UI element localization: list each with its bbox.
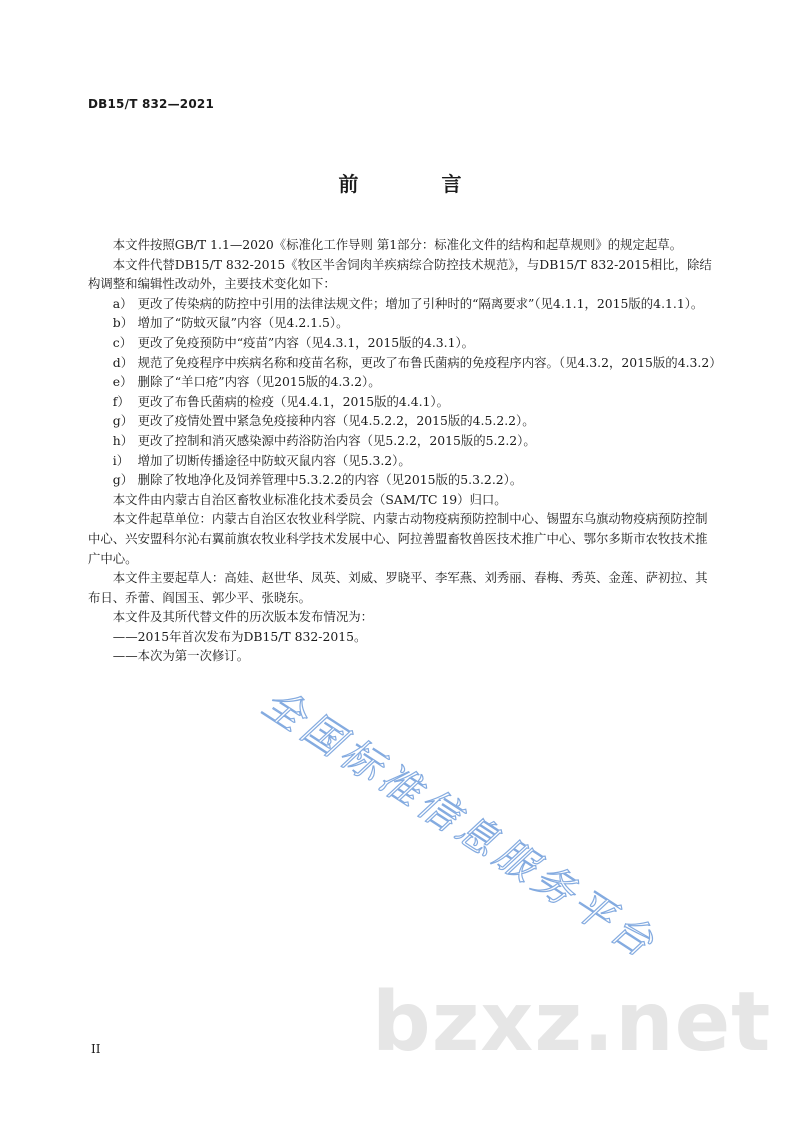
list-item-text: 增加了切断传播途径中防蚊灭鼠内容（见5.3.2）。	[137, 452, 411, 468]
watermark-stamp	[230, 650, 670, 970]
list-item-text: 增加了“防蚊灭鼠”内容（见4.2.1.5）。	[137, 315, 349, 331]
list-item-label: h）	[112, 432, 134, 448]
paragraph-drafting-units: 本文件起草单位：内蒙古自治区农牧业科学院、内蒙古动物疫病预防控制中心、锡盟东乌旗动物疫病预防控制中心、兴安盟科尔沁右翼前旗农牧业科学技术发展中心、阿拉善盟畜牧兽医技术推广中心、鄂尔多斯市农牧技术推广中心。	[88, 511, 708, 566]
list-item	[88, 431, 716, 451]
page-number: II	[91, 1042, 101, 1056]
list-item-label: a）	[112, 295, 133, 311]
list-item	[88, 411, 716, 431]
list-item-text: 更改了免疫预防中“疫苗”内容（见4.3.1，2015版的4.3.1）。	[137, 334, 475, 350]
history-item: ——本次为第一次修订。	[112, 648, 250, 664]
document-code: DB15/T 832—2021	[88, 97, 214, 111]
list-item-text: 更改了疫情处置中紧急免疫接种内容（见4.5.2.2，2015版的4.5.2.2）。	[137, 413, 535, 429]
list-item	[88, 451, 716, 471]
list-item-text: 更改了控制和消灭感染源中药浴防治内容（见5.2.2，2015版的5.2.2）。	[137, 432, 536, 448]
list-item-text: 更改了布鲁氏菌病的检疫（见4.4.1，2015版的4.4.1）。	[137, 393, 450, 409]
list-item-label: f）	[112, 393, 130, 409]
list-item	[88, 470, 716, 490]
paragraph-history-intro: 本文件及其所代替文件的历次版本发布情况为：	[112, 609, 373, 625]
list-item-label: g）	[112, 472, 134, 488]
list-item-label: e）	[112, 374, 133, 390]
list-item-label: i）	[112, 452, 130, 468]
list-item-text: 删除了牧地净化及饲养管理中5.3.2.2的内容（见2015版的5.3.2.2）。	[137, 472, 523, 488]
watermark-site-logo: bzxz.net	[372, 975, 772, 1070]
list-item	[88, 294, 716, 314]
list-item-text: 删除了“羊口疮”内容（见2015版的4.3.2）。	[137, 374, 381, 390]
list-item	[88, 333, 716, 353]
foreword-body	[88, 235, 722, 666]
list-item-text: 规范了免疫程序中疾病名称和疫苗名称，更改了布鲁氏菌病的免疫程序内容。（见4.3.2，2015版的4.3.2）	[137, 354, 722, 370]
page-title: 前 言	[338, 172, 500, 196]
list-item-label: d）	[112, 354, 134, 370]
list-item	[88, 392, 716, 412]
list-item-text: 更改了传染病的防控中引用的法律法规文件；增加了引种时的“隔离要求”（见4.1.1，2015版的4.1.1）。	[137, 295, 704, 311]
watermark-stamp-text: 全国标准信息服务平台	[254, 679, 666, 969]
paragraph-replacement: 本文件代替DB15/T 832-2015《牧区半舍饲肉羊疾病综合防控技术规范》，与DB15/T 832-2015相比，除结构调整和编辑性改动外，主要技术变化如下：	[88, 256, 712, 292]
list-item	[88, 353, 722, 373]
list-item	[88, 372, 716, 392]
list-item-label: c）	[112, 334, 133, 350]
paragraph-drafters: 本文件主要起草人：高娃、赵世华、凤英、刘威、罗晓平、李军燕、刘秀丽、春梅、秀英、金莲、萨初拉、其布日、乔蕾、阎国玉、郭少平、张晓东。	[88, 570, 708, 605]
list-item	[88, 313, 716, 333]
paragraph-drafting-rules: 本文件按照GB/T 1.1—2020《标准化工作导则 第1部分：标准化文件的结构和起草规则》的规定起草。	[112, 237, 683, 252]
list-item-label: g）	[112, 413, 134, 429]
list-item-label: b）	[112, 315, 134, 331]
history-item: ——2015年首次发布为DB15/T 832-2015。	[112, 628, 367, 644]
paragraph-proposer: 本文件由内蒙古自治区畜牧业标准化技术委员会（SAM/TC 19）归口。	[112, 491, 507, 507]
